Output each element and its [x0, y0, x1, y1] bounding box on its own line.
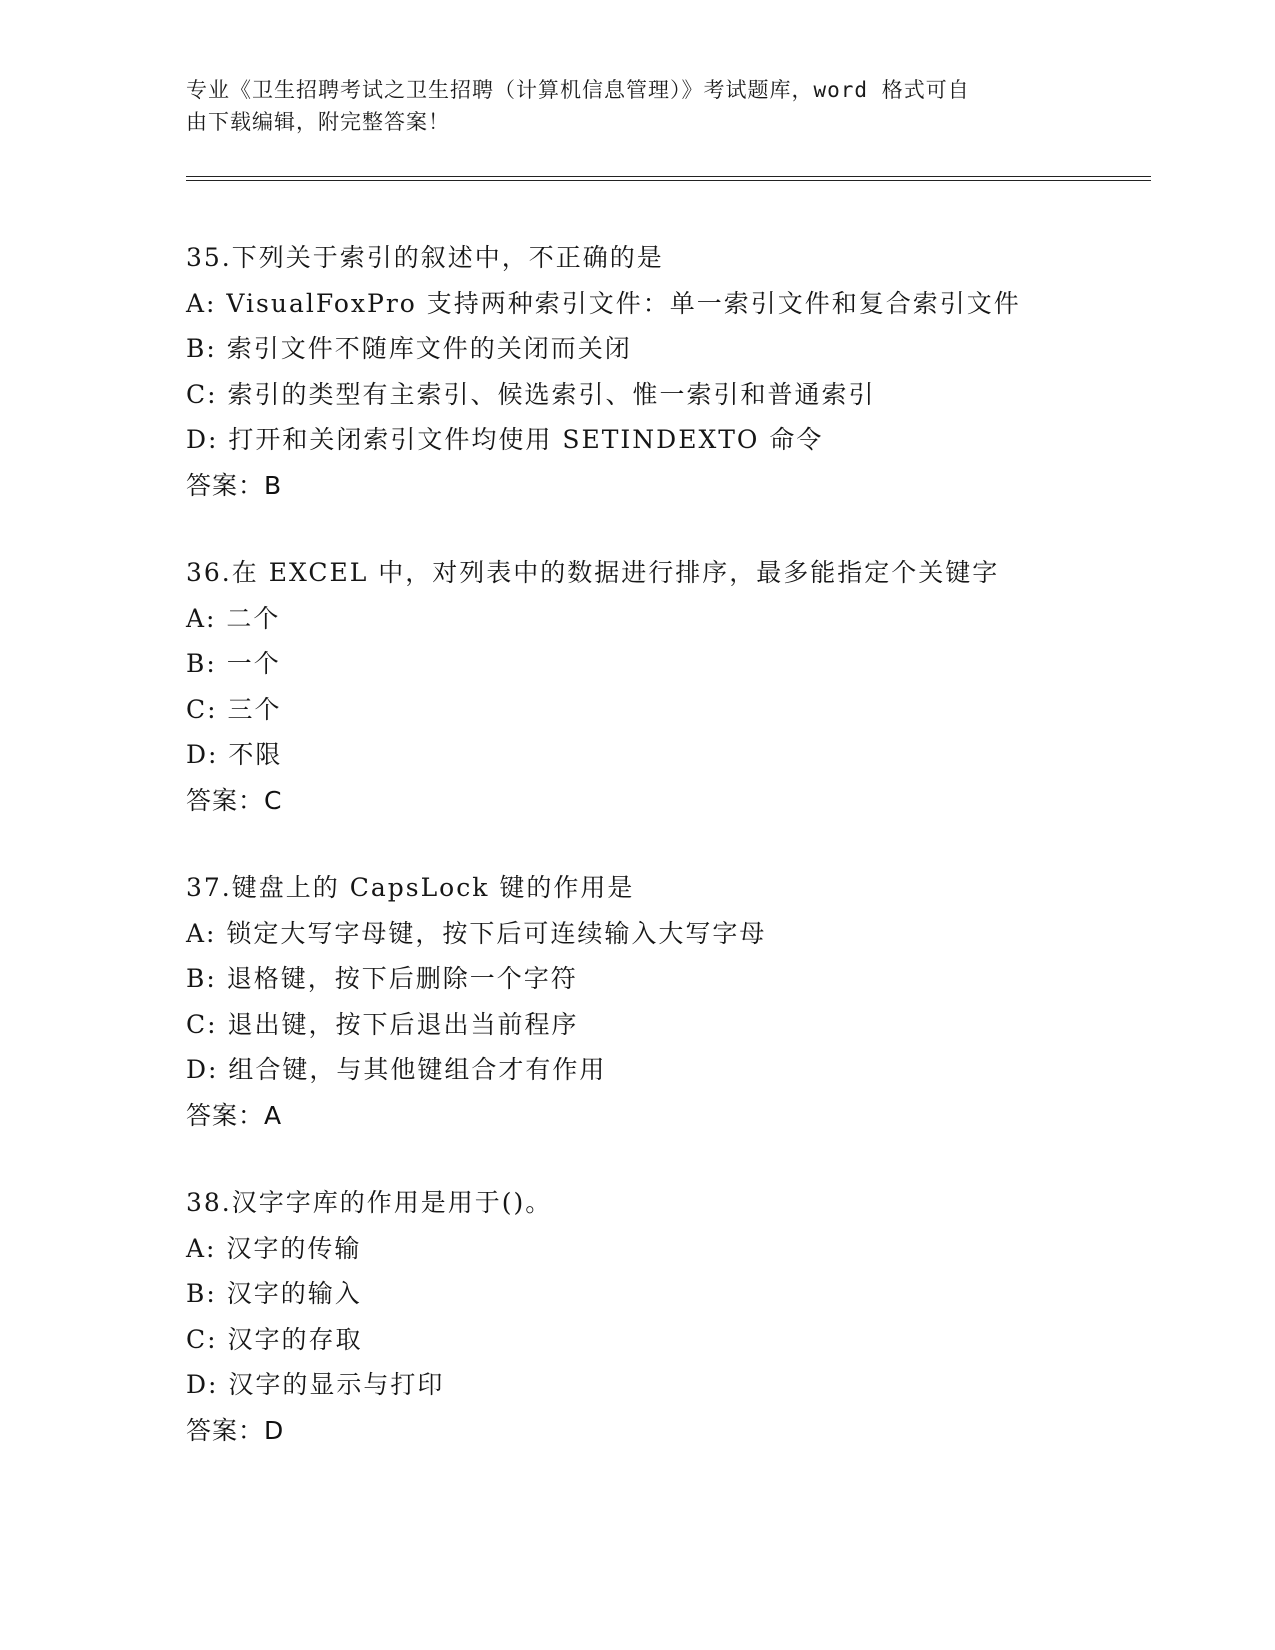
- option-d: D: 不限: [186, 740, 283, 769]
- document-header: [186, 74, 1066, 138]
- option-c: C: 汉字的存取: [186, 1324, 363, 1354]
- question-gap: [186, 1138, 1146, 1180]
- answer-line: 答案：C: [186, 785, 283, 815]
- option-d: D: 组合键，与其他键组合才有作用: [186, 1055, 607, 1084]
- option-c: C: 退出键，按下后退出当前程序: [186, 1009, 579, 1039]
- option-d: D: 打开和关闭索引文件均使用 SETINDEXTO 命令: [186, 425, 824, 454]
- header-divider: [186, 176, 1151, 181]
- header-line-2: 由下载编辑，附完整答案！: [186, 110, 450, 134]
- question-stem: 37.键盘上的 CapsLock 键的作用是: [186, 873, 635, 902]
- header-line-1: 专业《卫生招聘考试之卫生招聘（计算机信息管理）》考试题库，word 格式可自: [186, 78, 970, 102]
- option-a: A: 锁定大写字母键，按下后可连续输入大写字母: [186, 918, 767, 948]
- option-b: B: 索引文件不随库文件的关闭而关闭: [186, 334, 632, 363]
- question-stem: 36.在 EXCEL 中，对列表中的数据进行排序，最多能指定个关键字: [186, 558, 1000, 587]
- option-d: D: 汉字的显示与打印: [186, 1370, 445, 1399]
- answer-line: 答案：A: [186, 1100, 283, 1130]
- answer-line: 答案：D: [186, 1415, 285, 1445]
- question-stem: 38.汉字字库的作用是用于()。: [186, 1188, 553, 1217]
- option-b: B: 退格键，按下后删除一个字符: [186, 964, 578, 993]
- option-a: A: VisualFoxPro 支持两种索引文件：单一索引文件和复合索引文件: [186, 288, 1021, 318]
- answer-line: 答案：B: [186, 470, 283, 500]
- option-b: B: 汉字的输入: [186, 1279, 362, 1308]
- question-list: [186, 235, 1146, 1453]
- question-gap: [186, 508, 1146, 550]
- question-stem: 35.下列关于索引的叙述中，不正确的是: [186, 243, 664, 272]
- question-36: [186, 550, 1146, 823]
- option-a: A: 汉字的传输: [186, 1233, 362, 1263]
- option-c: C: 三个: [186, 694, 282, 724]
- option-a: A: 二个: [186, 603, 281, 633]
- option-b: B: 一个: [186, 649, 281, 678]
- question-38: [186, 1180, 1146, 1453]
- option-c: C: 索引的类型有主索引、候选索引、惟一索引和普通索引: [186, 379, 876, 409]
- question-37: [186, 865, 1146, 1138]
- question-35: [186, 235, 1146, 508]
- question-gap: [186, 823, 1146, 865]
